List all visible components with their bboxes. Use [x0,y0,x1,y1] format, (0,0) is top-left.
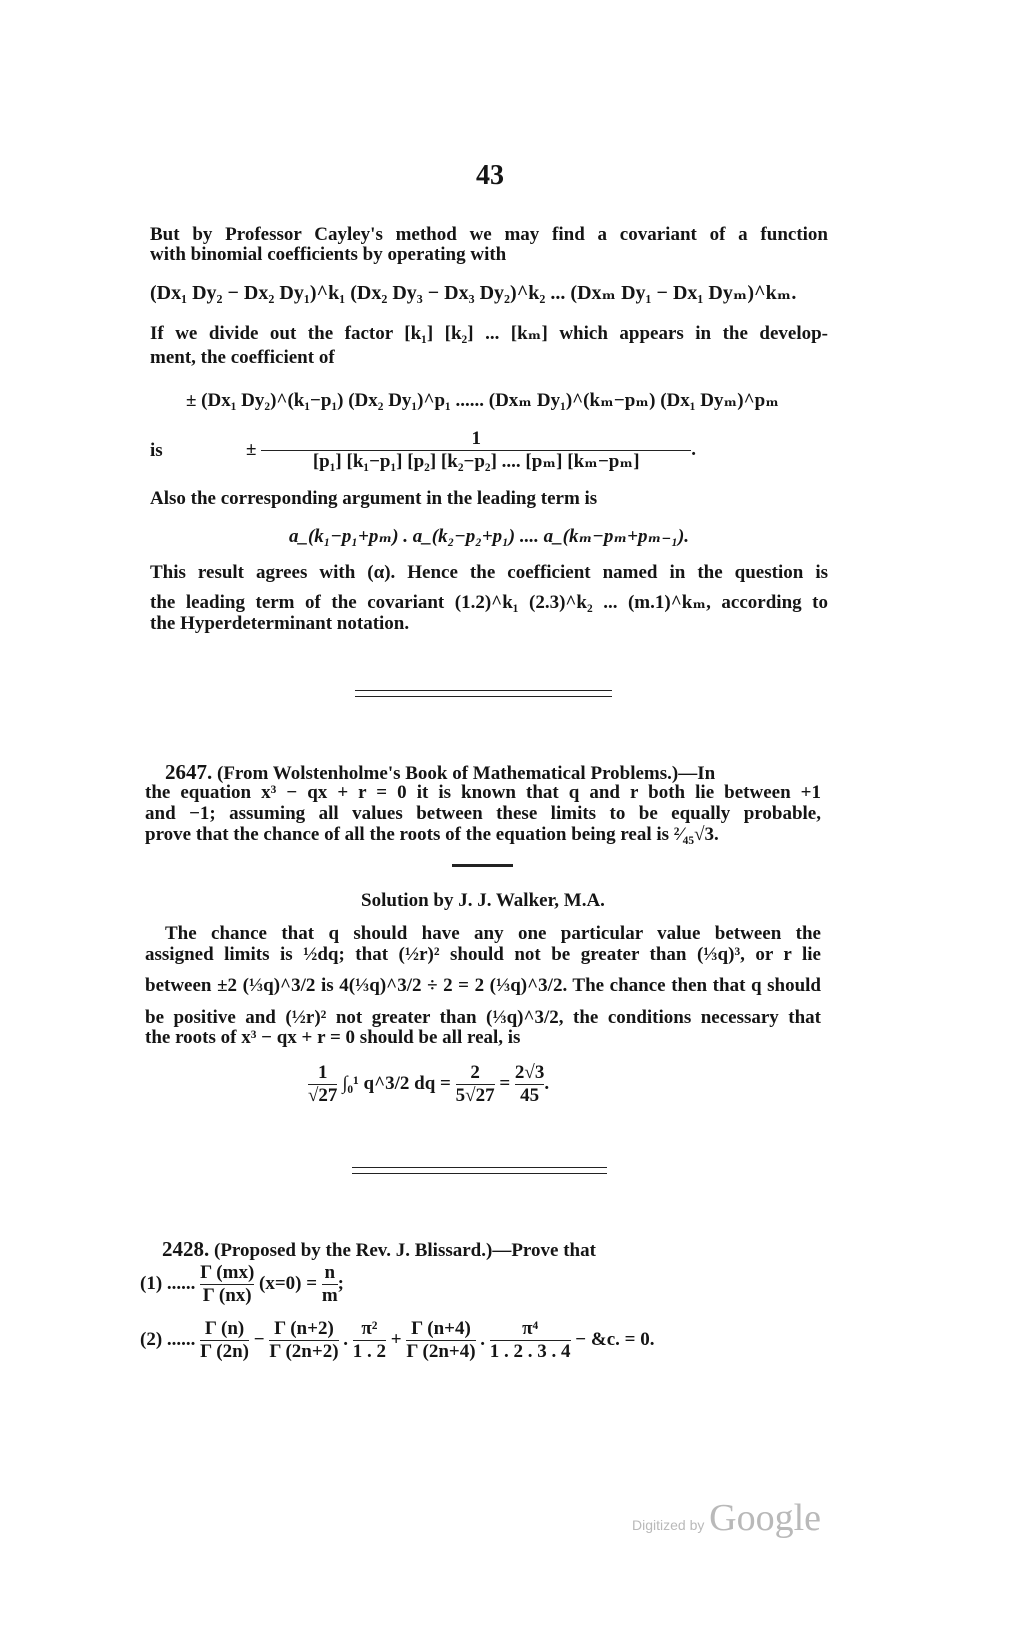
text-line: the Hyperdeterminant notation. [150,613,410,634]
denominator: Γ (2n) [200,1341,250,1362]
numerator: 1 [471,428,481,449]
sign: ± [246,438,257,460]
integral: ∫₀¹ q^3/2 dq = [342,1072,451,1094]
equation-1 [140,1262,818,1307]
equation-label: (2) ...... [140,1328,196,1350]
watermark-prefix: Digitized by [632,1517,705,1533]
numerator: π⁴ [522,1318,539,1339]
formula-term: ± (Dx₁ Dy₂)^(k₁−p₁) (Dx₂ Dy₁)^p₁ ...... (Dxₘ Dy₁)^(kₘ−pₘ) (Dx₁ Dyₘ)^pₘ [186,390,780,411]
text-line: the leading term of the covariant (1.2)^k₁ (2.3)^k₂ ... (m.1)^kₘ, according to [150,592,828,613]
google-watermark [632,1496,821,1540]
denominator: 1 . 2 . 3 . 4 [489,1341,571,1362]
numerator: Γ (n) [204,1318,245,1339]
condition: (x=0) = [259,1272,318,1294]
numerator: n [324,1262,336,1283]
equation-end: − &c. = 0. [575,1328,655,1350]
denominator: 5√27 [455,1085,495,1106]
numerator: 2√3 [514,1062,545,1083]
integral-formula: $\frac{1}{√27}$ ∫₀¹ q^3/2 dq = $\frac{2}{5√27}$ = $\frac{2√3}{45}$ . [308,1062,550,1106]
text-line: The chance that q should have any one particular value between the [165,923,821,944]
divider [352,1173,607,1174]
denominator: 1 . 2 [352,1341,387,1362]
coefficient-formula: ± $\frac{1}{\text{[p₁] [k₁−p₁] [p₂] [k₂−p₂] .... [pₘ] [kₘ−pₘ]}}$ . [246,428,696,472]
text-line: If we divide out the factor [k₁] [k₂] ... [kₘ] which appears in the develop- [150,323,828,344]
formula-operator: (Dx₁ Dy₂ − Dx₂ Dy₁)^k₁ (Dx₂ Dy₃ − Dx₃ Dy₂)^k₂ ... (Dxₘ Dy₁ − Dx₁ Dyₘ)^kₘ. [150,282,797,304]
divider [355,696,612,697]
operator: . [480,1328,486,1350]
numerator: 1 [317,1062,328,1083]
denominator: [p₁] [k₁−p₁] [p₂] [k₂−p₂] .... [pₘ] [kₘ−pₘ] [261,450,691,473]
numerator: Γ (n+4) [411,1318,471,1339]
text-line: prove that the chance of all the roots of the equation being real is ²⁄₄₅√3. [145,824,719,845]
text-line: ment, the coefficient of [150,347,335,368]
text-line: assigned limits is ½dq; that (½r)² should not be greater than (⅓q)³, or r lie [145,944,821,965]
denominator: 45 [515,1084,544,1107]
numerator: 2 [470,1062,480,1083]
text-line: Also the corresponding argument in the leading term is [150,488,598,509]
text-line: between ±2 (⅓q)^3/2 is 4(⅓q)^3/2 ÷ 2 = 2 (⅓q)^3/2. The chance then that q should [145,975,821,996]
numerator: Γ (mx) [200,1262,255,1283]
equals: = [499,1072,511,1094]
text-line: the equation x³ − qx + r = 0 it is known that q and r both lie between +1 [145,782,821,803]
punctuation: ; [337,1272,344,1294]
text-line: the roots of x³ − qx + r = 0 should be all real, is [145,1027,521,1048]
denominator: √27 [308,1085,338,1106]
divider [355,690,612,691]
problem-heading [162,1238,840,1262]
divider [352,1167,607,1168]
equation-label: (1) ...... [140,1272,196,1294]
denominator: m [321,1285,338,1306]
problem-number: 2428. [162,1237,210,1261]
numerator: π² [361,1318,378,1339]
problem-source: (Proposed by the Rev. J. Blissard.)—Prove that [214,1240,596,1261]
problem-source: (From Wolstenholme's Book of Mathematical Problems.)—In [217,763,716,784]
formula-argument: a_(k₁−p₁+pₘ) . a_(k₂−p₂+p₁) .... a_(kₘ−pₘ+pₘ₋₁). [288,526,690,547]
is-label: is [150,440,163,461]
text-line: be positive and (½r)² not greater than (⅓q)^3/2, the conditions necessary that [145,1007,821,1028]
operator: . [343,1328,349,1350]
numerator: Γ (n+2) [274,1318,334,1339]
operator: − [253,1328,265,1350]
text-line: with binomial coefficients by operating with [150,244,507,265]
page-number: 43 [476,160,504,191]
text-line: This result agrees with (α). Hence the coefficient named in the question is [150,562,828,583]
denominator: Γ (nx) [200,1284,254,1307]
equation-2 [140,1318,818,1363]
google-logo: Google [709,1497,821,1539]
denominator: Γ (2n+4) [406,1341,476,1362]
text-line: and −1; assuming all values between these limits to be equally probable, [145,803,821,824]
text-line: But by Professor Cayley's method we may find a covariant of a function [150,224,828,245]
solution-heading: Solution by J. J. Walker, M.A. [361,890,605,911]
denominator: Γ (2n+2) [269,1341,339,1362]
operator: + [390,1328,402,1350]
short-divider [452,864,513,867]
problem-number: 2647. [165,760,213,784]
